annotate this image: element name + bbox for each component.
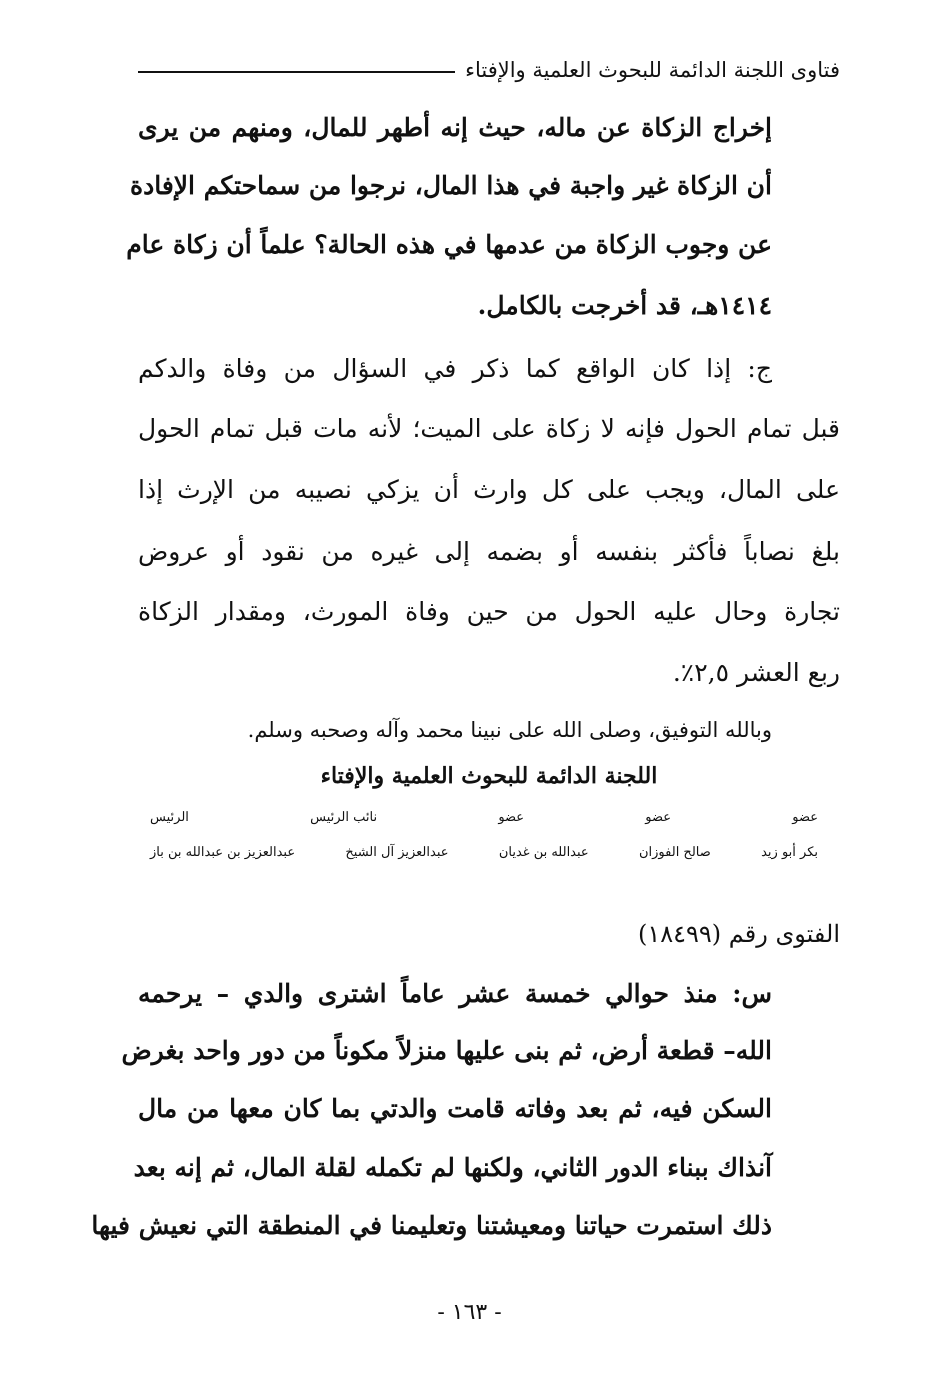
question2-line: الله– قطعة أرض، ثم بنى عليها منزلاً مكوناً من دور واحد بغرض <box>121 1036 772 1065</box>
signatory-name: بكر أبو زيد <box>761 845 818 860</box>
signatory-title: عضو <box>498 810 525 825</box>
signatory-title: عضو <box>645 810 672 825</box>
question-line: ١٤١٤هـ، قد أخرجت بالكامل. <box>477 291 772 320</box>
answer-line: بلغ نصاباً فأكثر بنفسه أو بضمه إلى غيره من نقود أو عروض <box>138 537 840 566</box>
signatory-name: عبدالعزيز بن عبدالله بن باز <box>150 845 296 860</box>
question2-line: س: منذ حوالي خمسة عشر عاماً اشترى والدي – يرحمه <box>138 979 772 1008</box>
question-line: أن الزكاة غير واجبة في هذا المال، نرجوا من سماحتكم الإفادة <box>129 171 772 200</box>
closing-line: وبالله التوفيق، وصلى الله على نبينا محمد وآله وصحبه وسلم. <box>247 718 772 742</box>
signatory-name: عبدالعزيز آل الشيخ <box>345 845 449 860</box>
answer-line: قبل تمام الحول فإنه لا زكاة على الميت؛ لأنه مات قبل تمام الحول <box>138 414 840 443</box>
answer-line: تجارة وحال عليه الحول من حين وفاة المورث، ومقدار الزكاة <box>138 597 841 626</box>
signatory-title: عضو <box>792 810 818 825</box>
question-line: إخراج الزكاة عن ماله، حيث إنه أطهر للمال، ومنهم من يرى <box>138 113 772 142</box>
signatory-name: عبدالله بن غديان <box>498 845 589 860</box>
signatory-names <box>150 845 818 860</box>
page-number: - ١٦٣ - <box>437 1300 502 1325</box>
question2-line: آنذاك ببناء الدور الثاني، ولكنها لم تكمله لقلة المال، ثم إنه بعد <box>133 1153 772 1182</box>
answer-line: على المال، ويجب على كل وارث أن يزكي نصيبه من الإرث إذا <box>138 475 840 504</box>
question2-line: ذلك استمرت حياتنا ومعيشتنا وتعليمنا في المنطقة التي نعيش فيها <box>91 1211 772 1240</box>
answer-line: ربع العشر ٢,٥٪. <box>672 658 840 687</box>
signatory-name: صالح الفوزان <box>639 845 711 860</box>
question2-line: السكن فيه، ثم بعد وفاته قامت والدتي بما كان معها من مال <box>138 1094 772 1123</box>
signatory-title: نائب الرئيس <box>310 810 378 825</box>
signatory-titles <box>150 810 818 825</box>
answer-line: ج: إذا كان الواقع كما ذكر في السؤال من وفاة والدكم <box>138 354 772 383</box>
question-line: عن وجوب الزكاة من عدمها في هذه الحالة؟ علماً أن زكاة عام <box>126 230 772 259</box>
signatory-title: الرئيس <box>150 810 189 825</box>
header-rule <box>138 71 455 73</box>
committee-name: اللجنة الدائمة للبحوث العلمية والإفتاء <box>320 763 658 789</box>
running-header <box>138 58 840 82</box>
fatwa-number: الفتوى رقم (١٨٤٩٩) <box>637 920 840 948</box>
running-title: فتاوى اللجنة الدائمة للبحوث العلمية والإفتاء <box>465 58 840 82</box>
